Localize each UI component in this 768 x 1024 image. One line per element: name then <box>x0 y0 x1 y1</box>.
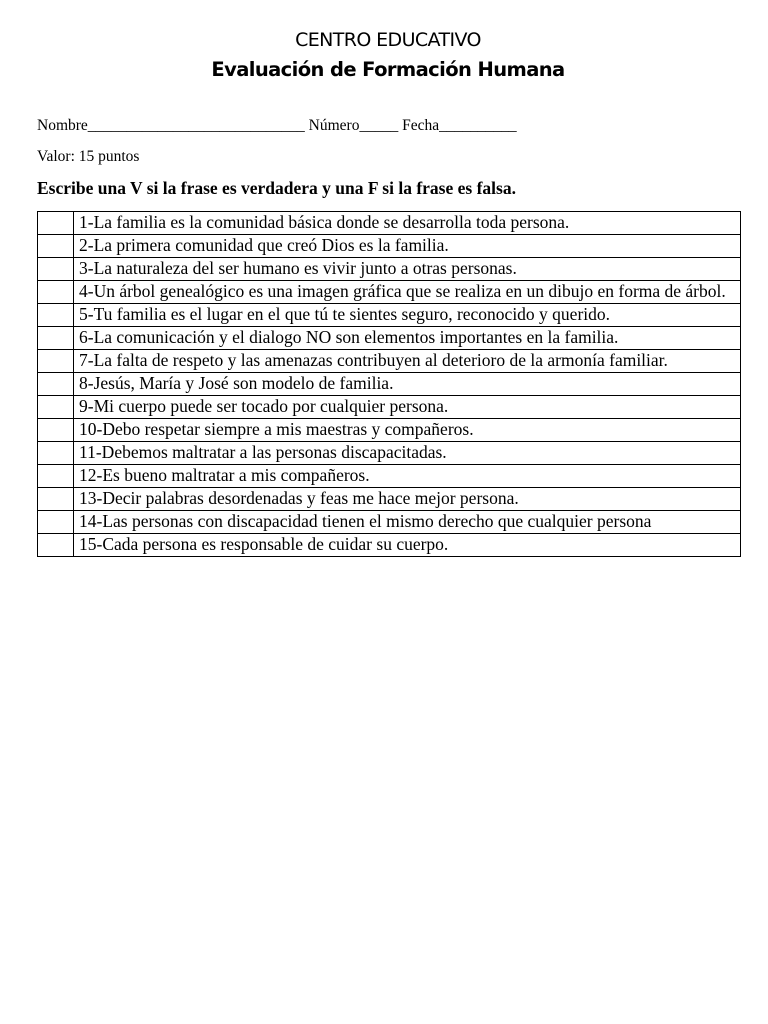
statement-text: 15-Cada persona es responsable de cuidar su cuerpo. <box>74 534 741 557</box>
statement-text: 7-La falta de respeto y las amenazas contribuyen al deterioro de la armonía familiar. <box>74 350 741 373</box>
answer-cell[interactable] <box>38 465 74 488</box>
answer-cell[interactable] <box>38 281 74 304</box>
answer-cell[interactable] <box>38 235 74 258</box>
answer-cell[interactable] <box>38 350 74 373</box>
statement-text: 13-Decir palabras desordenadas y feas me hace mejor persona. <box>74 488 741 511</box>
answer-cell[interactable] <box>38 419 74 442</box>
table-row <box>38 281 741 304</box>
statement-text: 2-La primera comunidad que creó Dios es la familia. <box>74 235 741 258</box>
statements-body <box>38 212 741 557</box>
statement-text: 8-Jesús, María y José son modelo de familia. <box>74 373 741 396</box>
table-row <box>38 373 741 396</box>
true-false-table <box>37 211 741 557</box>
school-name: CENTRO EDUCATIVO <box>295 29 481 51</box>
statement-text: 4-Un árbol genealógico es una imagen gráfica que se realiza en un dibujo en forma de árbol. <box>74 281 741 304</box>
answer-cell[interactable] <box>38 442 74 465</box>
table-row <box>38 327 741 350</box>
table-row <box>38 350 741 373</box>
instructions-text: Escribe una V si la frase es verdadera y una F si la frase es falsa. <box>37 178 516 198</box>
statement-text: 10-Debo respetar siempre a mis maestras y compañeros. <box>74 419 741 442</box>
answer-cell[interactable] <box>38 258 74 281</box>
table-row <box>38 534 741 557</box>
answer-cell[interactable] <box>38 373 74 396</box>
statement-text: 14-Las personas con discapacidad tienen el mismo derecho que cualquier persona <box>74 511 741 534</box>
statement-text: 12-Es bueno maltratar a mis compañeros. <box>74 465 741 488</box>
statement-text: 5-Tu familia es el lugar en el que tú te sientes seguro, reconocido y querido. <box>74 304 741 327</box>
answer-cell[interactable] <box>38 396 74 419</box>
table-row <box>38 465 741 488</box>
table-row <box>38 304 741 327</box>
answer-cell[interactable] <box>38 304 74 327</box>
statement-text: 9-Mi cuerpo puede ser tocado por cualquier persona. <box>74 396 741 419</box>
answer-cell[interactable] <box>38 534 74 557</box>
table-row <box>38 396 741 419</box>
score-value: Valor: 15 puntos <box>37 148 140 165</box>
answer-cell[interactable] <box>38 327 74 350</box>
answer-cell[interactable] <box>38 511 74 534</box>
table-row <box>38 442 741 465</box>
student-info-fields: Nombre____________________________ Número_____ Fecha__________ <box>37 117 517 134</box>
table-row <box>38 488 741 511</box>
statement-text: 11-Debemos maltratar a las personas discapacitadas. <box>74 442 741 465</box>
table-row <box>38 258 741 281</box>
statement-text: 1-La familia es la comunidad básica donde se desarrolla toda persona. <box>74 212 741 235</box>
table-row <box>38 419 741 442</box>
table-row <box>38 511 741 534</box>
answer-cell[interactable] <box>38 212 74 235</box>
answer-cell[interactable] <box>38 488 74 511</box>
table-row <box>38 235 741 258</box>
statement-text: 3-La naturaleza del ser humano es vivir junto a otras personas. <box>74 258 741 281</box>
table-row <box>38 212 741 235</box>
evaluation-title: Evaluación de Formación Humana <box>211 58 565 81</box>
statement-text: 6-La comunicación y el dialogo NO son elementos importantes en la familia. <box>74 327 741 350</box>
